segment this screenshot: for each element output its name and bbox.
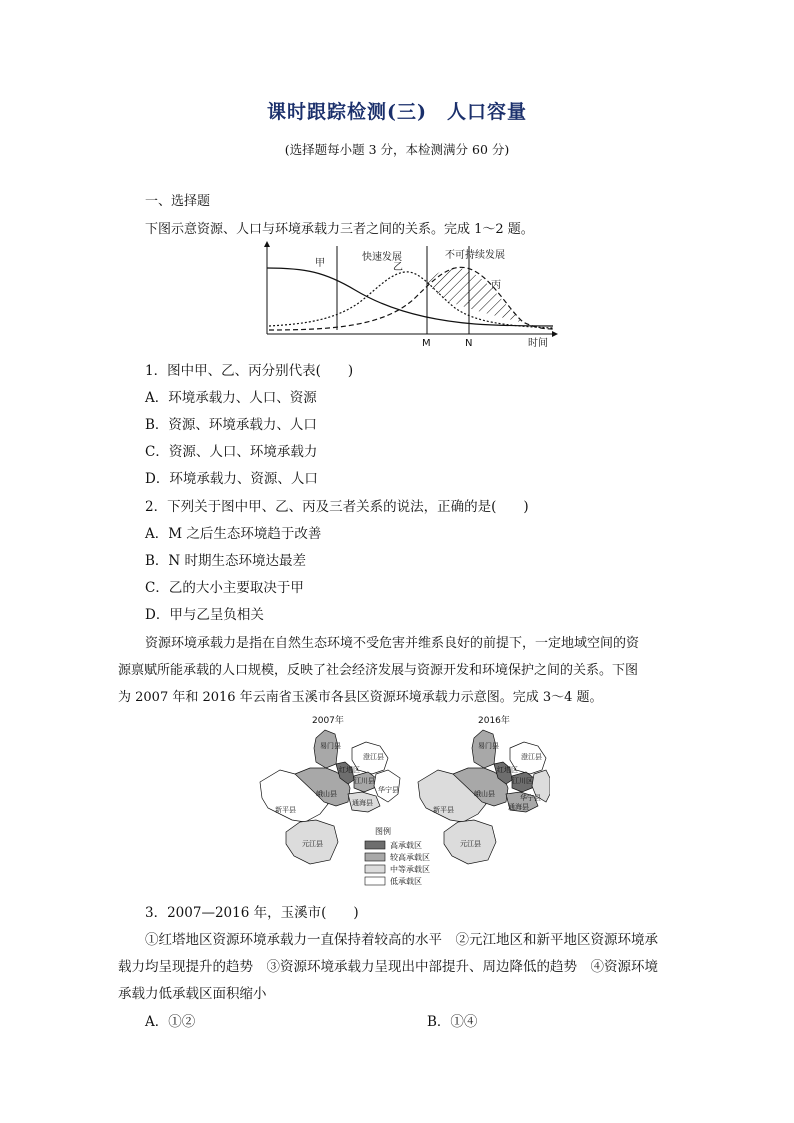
- county-yimen-2016: 易门县: [478, 742, 499, 750]
- year-label-2016: 2016年: [478, 716, 510, 726]
- q2-option-a: A．M 之后生态环境趋于改善: [145, 526, 322, 542]
- q1-option-b: B．资源、环境承载力、人口: [145, 417, 317, 433]
- label-N: N: [465, 338, 473, 349]
- label-unsustainable: 不可持续发展: [445, 250, 505, 261]
- county-eshan-2007: 峨山县: [316, 790, 337, 798]
- intro-text: 下图示意资源、人口与环境承载力三者之间的关系。完成 1～2 题。: [145, 222, 534, 237]
- county-huaning-2016: 华宁县: [520, 794, 541, 802]
- county-yuanjiang-2016: 元江县: [460, 840, 481, 848]
- county-xinping-2016: 新平县: [433, 806, 454, 814]
- curve-bing: [269, 267, 553, 330]
- county-chengjiang-2016: 澄江县: [521, 753, 542, 761]
- legend-label-low: 低承载区: [390, 877, 422, 886]
- legend-swatch-medium: [365, 865, 385, 873]
- label-jia: 甲: [315, 258, 325, 269]
- label-yi: 乙: [393, 262, 403, 273]
- hatched-deficit-area: [427, 268, 520, 322]
- year-label-2007: 2007年: [312, 716, 344, 726]
- q1-option-c: C．资源、人口、环境承载力: [145, 444, 318, 460]
- q2-option-c: C．乙的大小主要取决于甲: [145, 580, 304, 596]
- county-yimen-2007: 易门县: [320, 742, 341, 750]
- q3-body-line-2: 载力均呈现提升的趋势 ③资源环境承载力呈现出中部提升、周边降低的趋势 ④资源环境: [118, 959, 658, 975]
- q3-option-a: A．①②: [145, 1014, 196, 1030]
- map-2016: [418, 714, 550, 864]
- county-xinping-2007: 新平县: [275, 806, 296, 814]
- q2-stem: 2．下列关于图中甲、乙、丙及三者关系的说法，正确的是( ): [145, 499, 529, 515]
- label-time: 时间: [528, 338, 548, 349]
- county-yuanjiang-2007: 元江县: [302, 840, 323, 848]
- county-jiangchuan-2007: 江川县: [354, 777, 375, 785]
- legend-swatch-high: [365, 841, 385, 849]
- county-huaning-2007: 华宁县: [378, 786, 399, 794]
- map-legend: [365, 826, 430, 886]
- legend-swatch-low: [365, 877, 385, 885]
- passage-line-1: 资源环境承载力是指在自然生态环境不受危害并维系良好的前提下，一定地域空间的资: [145, 636, 640, 651]
- section-heading: 一、选择题: [145, 194, 211, 209]
- county-chengjiang-2007: 澄江县: [363, 753, 384, 761]
- county-hongta-2016: 红塔区: [497, 766, 518, 774]
- page-title: 课时跟踪检测(三) 人口容量: [267, 101, 527, 123]
- legend-label-high: 高承载区: [390, 841, 422, 850]
- county-tonghai-2007: 通海县: [352, 799, 373, 807]
- label-fast-development: 快速发展: [362, 252, 402, 263]
- legend-title: 图例: [375, 827, 391, 836]
- county-eshan-2016: 峨山县: [474, 790, 495, 798]
- county-jiangchuan-2016: 江川区: [512, 777, 533, 785]
- legend-label-higher: 较高承载区: [390, 853, 430, 862]
- q2-option-b: B．N 时期生态环境达最差: [145, 553, 307, 569]
- q3-body-line-1: ①红塔地区资源环境承载力一直保持着较高的水平 ②元江地区和新平地区资源环境承: [145, 932, 658, 948]
- label-M: M: [422, 338, 431, 349]
- q2-option-d: D．甲与乙呈负相关: [145, 607, 264, 623]
- passage-line-3: 为 2007 年和 2016 年云南省玉溪市各县区资源环境承载力示意图。完成 3～4 题。: [118, 690, 603, 705]
- q1-stem: 1．图中甲、乙、丙分别代表( ): [145, 363, 354, 379]
- resource-population-figure: [255, 238, 565, 350]
- q1-option-a: A．环境承载力、人口、资源: [145, 390, 317, 406]
- passage-line-2: 源禀赋所能承载的人口规模，反映了社会经济发展与资源开发和环境保护之间的关系。下图: [118, 663, 639, 678]
- yuxi-capacity-maps: [250, 712, 550, 892]
- county-hongta-2007: 红塔区: [339, 766, 360, 774]
- county-tonghai-2016: 通海县: [508, 803, 529, 811]
- legend-swatch-higher: [365, 853, 385, 861]
- q3-body-line-3: 承载力低承载区面积缩小: [118, 986, 267, 1002]
- legend-label-medium: 中等承载区: [390, 865, 430, 874]
- q3-option-b: B．①④: [427, 1014, 478, 1030]
- label-bing: 丙: [491, 280, 501, 291]
- page-subtitle: (选择题每小题 3 分，本检测满分 60 分): [284, 142, 510, 157]
- q1-option-d: D．环境承载力、资源、人口: [145, 471, 318, 487]
- q3-stem: 3．2007—2016 年，玉溪市( ): [145, 905, 359, 921]
